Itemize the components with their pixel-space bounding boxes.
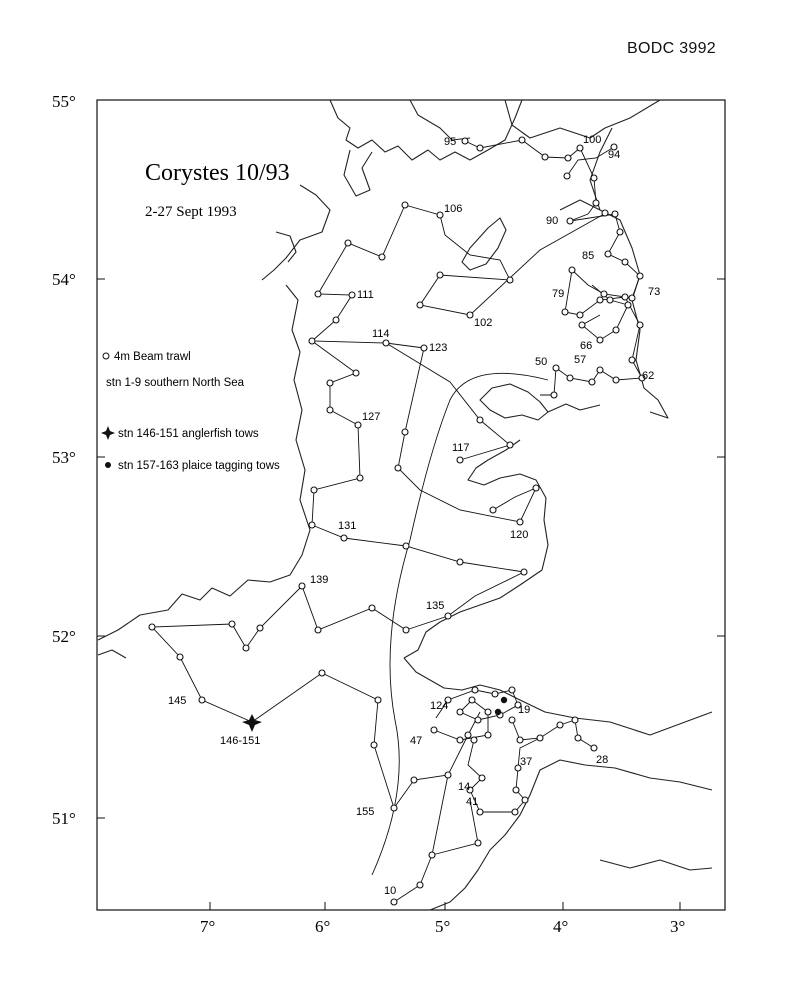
station-label: 62 (642, 370, 655, 382)
station-label: 28 (596, 754, 609, 766)
station-label: 85 (582, 250, 595, 262)
map-title: Corystes 10/93 (145, 160, 290, 186)
station-label: 14 (458, 781, 471, 793)
station-label: 41 (466, 796, 479, 808)
coastline (98, 100, 712, 910)
station-label: 66 (580, 340, 593, 352)
longitude-axis (200, 902, 685, 936)
station-label: 19 (518, 704, 531, 716)
legend (101, 351, 280, 472)
station-label: 90 (546, 215, 559, 227)
lat-label: 52° (52, 627, 76, 646)
cruise-track (152, 140, 642, 902)
station-label: 102 (474, 317, 493, 329)
legend-item: 4m Beam trawl (114, 351, 191, 363)
station-label: 139 (310, 574, 329, 586)
station-label: 155 (356, 806, 375, 818)
station-label: 100 (583, 134, 602, 146)
station-label: 114 (372, 328, 390, 340)
station-label: 37 (520, 756, 533, 768)
station-label: 47 (410, 735, 423, 747)
lat-label: 54° (52, 270, 76, 289)
lon-label: 3° (670, 917, 686, 936)
station-label: 127 (362, 411, 381, 423)
station-label: 145 (168, 695, 187, 707)
lat-label: 53° (52, 448, 76, 467)
station-label: 135 (426, 600, 445, 612)
beam-trawl-circle-icon (103, 353, 109, 359)
station-label: 50 (535, 356, 548, 368)
station-label: 131 (338, 520, 357, 532)
map-subtitle: 2-27 Sept 1993 (145, 204, 237, 220)
station-label: 106 (444, 203, 463, 215)
station-label: 124 (430, 700, 449, 712)
station-label: 79 (552, 288, 565, 300)
station-label: 95 (444, 136, 457, 148)
lon-label: 6° (315, 917, 331, 936)
lon-label: 4° (553, 917, 569, 936)
lat-label: 51° (52, 809, 76, 828)
plaice-dot-icon (105, 462, 111, 468)
lat-label: 55° (52, 92, 76, 111)
station-label: 117 (452, 442, 470, 454)
lon-label: 7° (200, 917, 216, 936)
station-label: 111 (357, 289, 374, 301)
station-label: 146-151 (220, 735, 261, 747)
station-label: 57 (574, 354, 587, 366)
station-label: 73 (648, 286, 661, 298)
station-label: 10 (384, 885, 397, 897)
station-label: 123 (429, 342, 448, 354)
legend-item: stn 157-163 plaice tagging tows (118, 460, 280, 472)
dataset-reference: BODC 3992 (627, 40, 716, 57)
legend-item: stn 146-151 anglerfish tows (118, 428, 259, 440)
map-frame (97, 100, 725, 910)
station-label: 120 (510, 529, 529, 541)
station-label: 94 (608, 149, 621, 161)
anglerfish-star-icon (101, 426, 115, 440)
lon-label: 5° (435, 917, 451, 936)
legend-item: stn 1-9 southern North Sea (106, 377, 245, 389)
